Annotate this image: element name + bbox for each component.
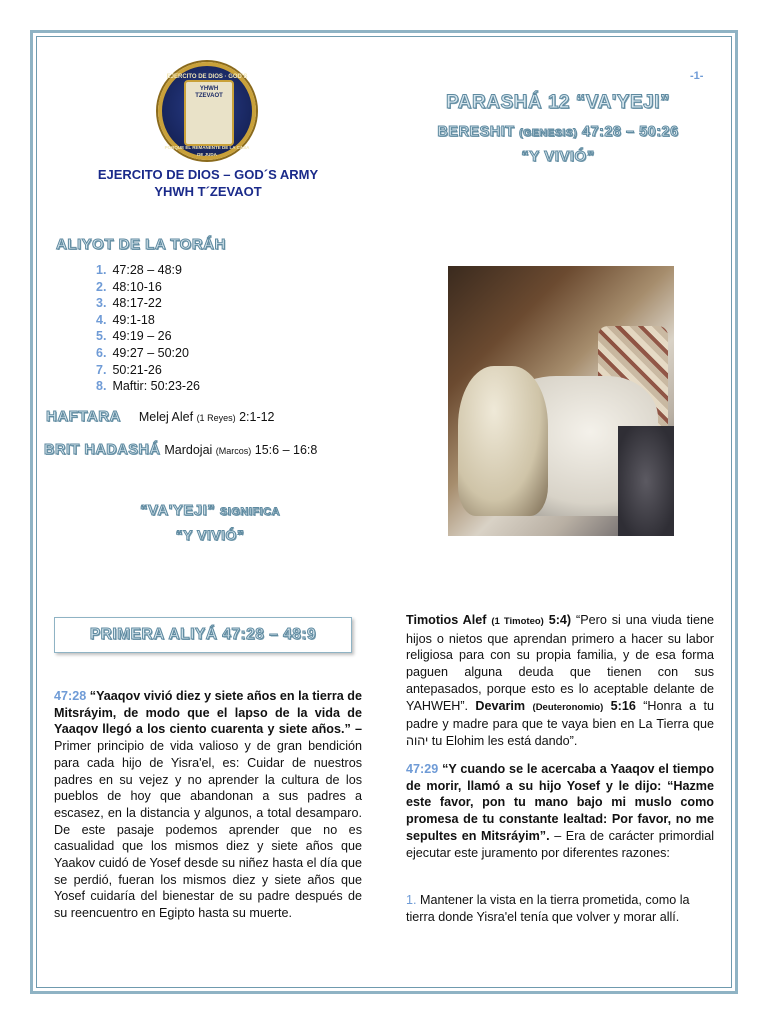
parasha-reference: [400, 124, 716, 140]
right-paragraph-1: Timotios Alef (1 Timoteo) 5:4) “Pero si una viuda tiene hijos o nietos que aprendan primero a hacer su labor religiosa para con su propia familia, y de esa forma paguen alguna deuda que tienen con sus antepasados, porque esto es lo aceptable delante de YAHWEH”. Devarim (Deuteronomio) 5:16 “Honra a tu padre y madre para que te vaya bien en La Tierra que יהוה tu Elohim les está dando”.: [406, 613, 715, 748]
parasha-title: PARASHÁ 12 “VA'YEJI”: [446, 92, 670, 113]
haftara-reference: Melej Alef (1 Reyes) 2:1-12: [138, 410, 275, 424]
photo-fur: [618, 426, 674, 536]
haftara-line: [46, 408, 275, 425]
brit-hadasha-line: [44, 442, 317, 458]
photo-kneeling-man: [458, 366, 548, 516]
logo-text-top: EJERCITO DE DIOS · GOD'S: [166, 74, 248, 80]
list-item: 7. 50:21-26: [96, 362, 162, 377]
army-seal-logo: [158, 62, 256, 160]
logo-text-mid1: YHWH: [199, 86, 219, 92]
primera-aliya-title: PRIMERA ALIYÁ 47:28 – 48:9: [89, 626, 317, 643]
haftara-label: HAFTARA: [46, 408, 121, 425]
list-item: 3. 48:17-22: [96, 296, 162, 311]
list-item: 4. 49:1-18: [96, 312, 155, 327]
meaning-line1: “VA'YEJI” SIGNIFICA: [139, 502, 281, 519]
right-paragraph-2: 47:29 “Y cuando se le acercaba a Yaaqov el tiempo de morir, llamó a su hijo Yosef y le dijo: “Hazme este favor, pon tu mano bajo mi muslo como promesa de tu constante lealtad: Por favor, no me sepultes en Mitsráyim”. – Era de carácter primordial ejecutar este juramento por diferentes razones:: [406, 762, 715, 860]
meaning-line2: “Y VIVIÓ”: [175, 527, 245, 543]
org-name: [80, 166, 336, 200]
book-name-spanish: (GENESIS): [519, 127, 578, 139]
brit-hadasha-label: BRIT HADASHÁ: [44, 442, 161, 458]
logo-text-mid2: TZEVAOT: [195, 93, 223, 99]
torah-scroll-icon: [184, 80, 234, 146]
aliyot-heading: ALIYOT DE LA TORÁH: [56, 236, 226, 253]
aliyot-list: [96, 262, 200, 395]
list-item: 1. 47:28 – 48:9: [96, 263, 182, 277]
chapter-range: 47:28 – 50:26: [581, 124, 679, 140]
book-name: BERESHIT: [437, 124, 515, 140]
brit-hadasha-reference: Mardojai (Marcos) 15:6 – 16:8: [164, 443, 318, 457]
org-line1: EJERCITO DE DIOS – GOD´S ARMY: [97, 167, 319, 182]
list-item: 5. 49:19 – 26: [96, 329, 172, 344]
list-item: 6. 49:27 – 50:20: [96, 345, 189, 360]
left-paragraph: 47:28 “Yaaqov vivió diez y siete años en la tierra de Mitsráyim, de modo que el lapso de la vida de Yaaqov llegó a los ciento cuarenta y siete años.” – Primer principio de vida valioso y de gran bendición para cada hijo de Yisra'el, es: Cuidar de nuestros padres en su vejez y no aprender la cultura de los pueblos de hoy que abandonan a sus padres a escasez, en la distancia y algunos, a total desamparo. De este pasaje podemos aprender que no es casualidad que los mismos diez y siete años que Yaakov cuidó de Yosef desde su niñez hasta el día que se perdió, fueran los mismos diez y siete años que Yosef cuidaría del bienestar de su padre después de su reencuentro en Egipto hasta su muerte.: [54, 689, 362, 921]
list-item: 8. Maftir: 50:23-26: [96, 379, 200, 394]
org-line2: YHWH T´ZEVAOT: [154, 184, 262, 199]
parasha-meaning-title: “Y VIVIÓ”: [521, 148, 595, 165]
jacob-blessing-photo: [448, 266, 674, 536]
primera-aliya-box: [54, 617, 352, 653]
logo-text-bottom: PORQUE EL REMANENTE DE LA CASA DE JUDA: [164, 145, 250, 157]
list-item: 2. 48:10-16: [96, 279, 162, 294]
page-number: -1-: [690, 70, 704, 82]
right-paragraph-3: 1. Mantener la vista en la tierra prometida, como la tierra donde Yisra'el tenía que volver y morar allí.: [406, 893, 690, 924]
